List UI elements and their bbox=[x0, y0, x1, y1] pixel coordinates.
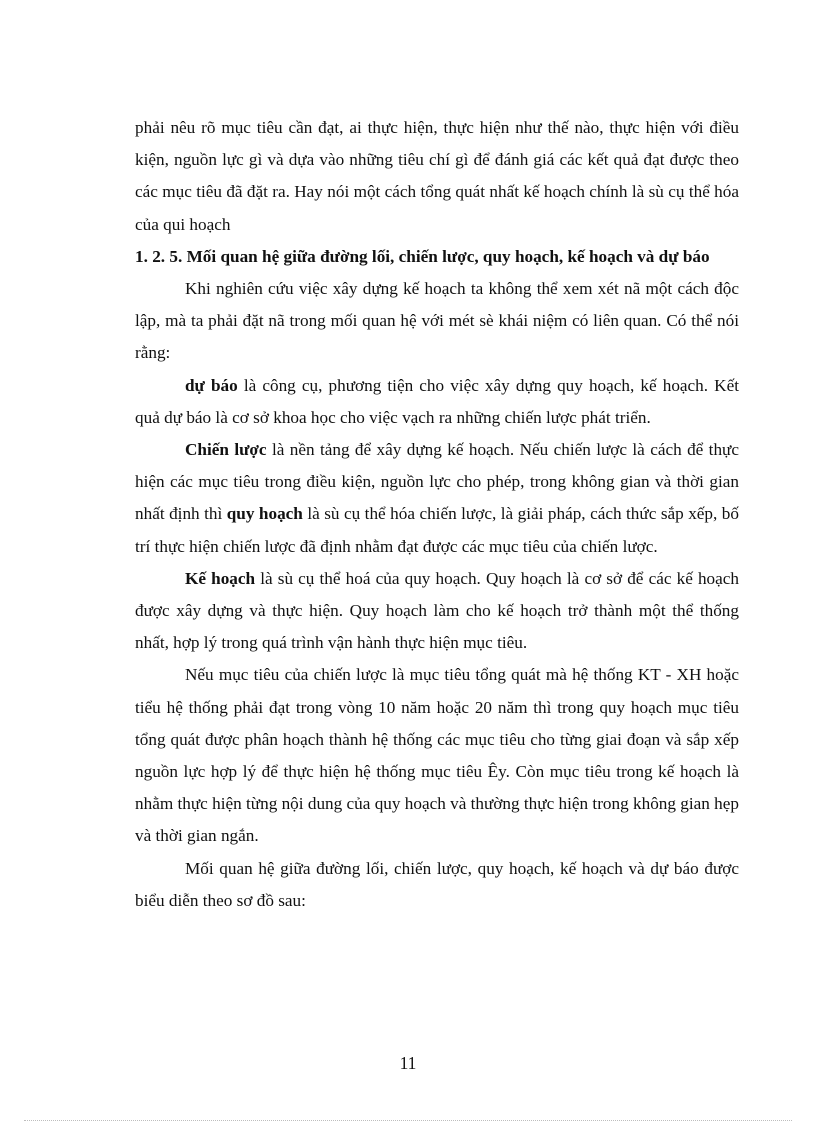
paragraph-chien-luoc-text-1: là nền tảng để xây dựng kế hoạch. Nếu chiến lược là cách để thực hiện các mục tiêu trong điều kiện, nguồn lực cho phép, trong không gian và thời gian nhất định thì bbox=[135, 440, 739, 524]
paragraph-intro: Khi nghiên cứu việc xây dựng kế hoạch ta không thể xem xét nã một cách độc lập, mà ta phải đặt nã trong mối quan hệ với mét sè khái niệm có liên quan. Có thể nói rằng: bbox=[135, 279, 739, 363]
paragraph-chien-luoc-text-2: là sù cụ thể hóa chiến lược, là giải pháp, cách thức sắp xếp, bố trí thực hiện chiến lược đã định nhằm đạt được các mục tiêu của chiến lược. bbox=[135, 504, 739, 556]
paragraph-continuation: phải nêu rõ mục tiêu cần đạt, ai thực hiện, thực hiện như thế nào, thực hiện với điều kiện, nguồn lực gì và dựa vào những tiêu chí gì để đánh giá các kết quả đạt được theo các mục tiêu đã đặt ra. Hay nói một cách tổng quát nhất kế hoạch chính là sù cụ thể hóa của qui hoạch bbox=[135, 118, 739, 234]
paragraph-muc-tieu: Nếu mục tiêu của chiến lược là mục tiêu tổng quát mà hệ thống KT - XH hoặc tiểu hệ thống phải đạt trong vòng 10 năm hoặc 20 năm thì trong quy hoạch mục tiêu tổng quát được phân hoạch thành hệ thống các mục tiêu cho từng giai đoạn và sắp xếp nguồn lực hợp lý để thực hiện hệ thống mục tiêu Êy. Còn mục tiêu trong kế hoạch là nhằm thực hiện từng nội dung của quy hoạch và thường thực hiện trong không gian hẹp và thời gian ngắn. bbox=[135, 665, 739, 846]
page-body bbox=[135, 112, 739, 917]
term-chien-luoc: Chiến lược bbox=[185, 440, 267, 460]
term-quy-hoach: quy hoạch bbox=[226, 504, 303, 524]
paragraph-du-bao bbox=[135, 370, 739, 434]
paragraph-chien-luoc bbox=[135, 434, 739, 563]
footer-divider bbox=[24, 1120, 792, 1121]
paragraph-du-bao-text: là công cụ, phương tiện cho việc xây dựng quy hoạch, kế hoạch. Kết quả dự báo là cơ sở khoa học cho việc vạch ra những chiến lược phát triển. bbox=[135, 375, 739, 427]
paragraph-ke-hoach-text: là sù cụ thể hoá của quy hoạch. Quy hoạch là cơ sở để các kế hoạch được xây dựng và thực hiện. Quy hoạch làm cho kế hoạch trở thành một thể thống nhất, hợp lý trong quá trình vận hành thực hiện mục tiêu. bbox=[135, 568, 739, 653]
section-heading: 1. 2. 5. Mối quan hệ giữa đường lối, chiến lược, quy hoạch, kế hoạch và dự báo bbox=[135, 246, 710, 266]
paragraph-so-do: Mối quan hệ giữa đường lối, chiến lược, quy hoạch, kế hoạch và dự báo được biểu diễn theo sơ đồ sau: bbox=[135, 858, 739, 910]
page-number: 11 bbox=[399, 1053, 417, 1073]
term-du-bao: dự báo bbox=[185, 375, 238, 395]
paragraph-ke-hoach bbox=[135, 563, 739, 660]
term-ke-hoach: Kế hoạch bbox=[185, 568, 256, 588]
